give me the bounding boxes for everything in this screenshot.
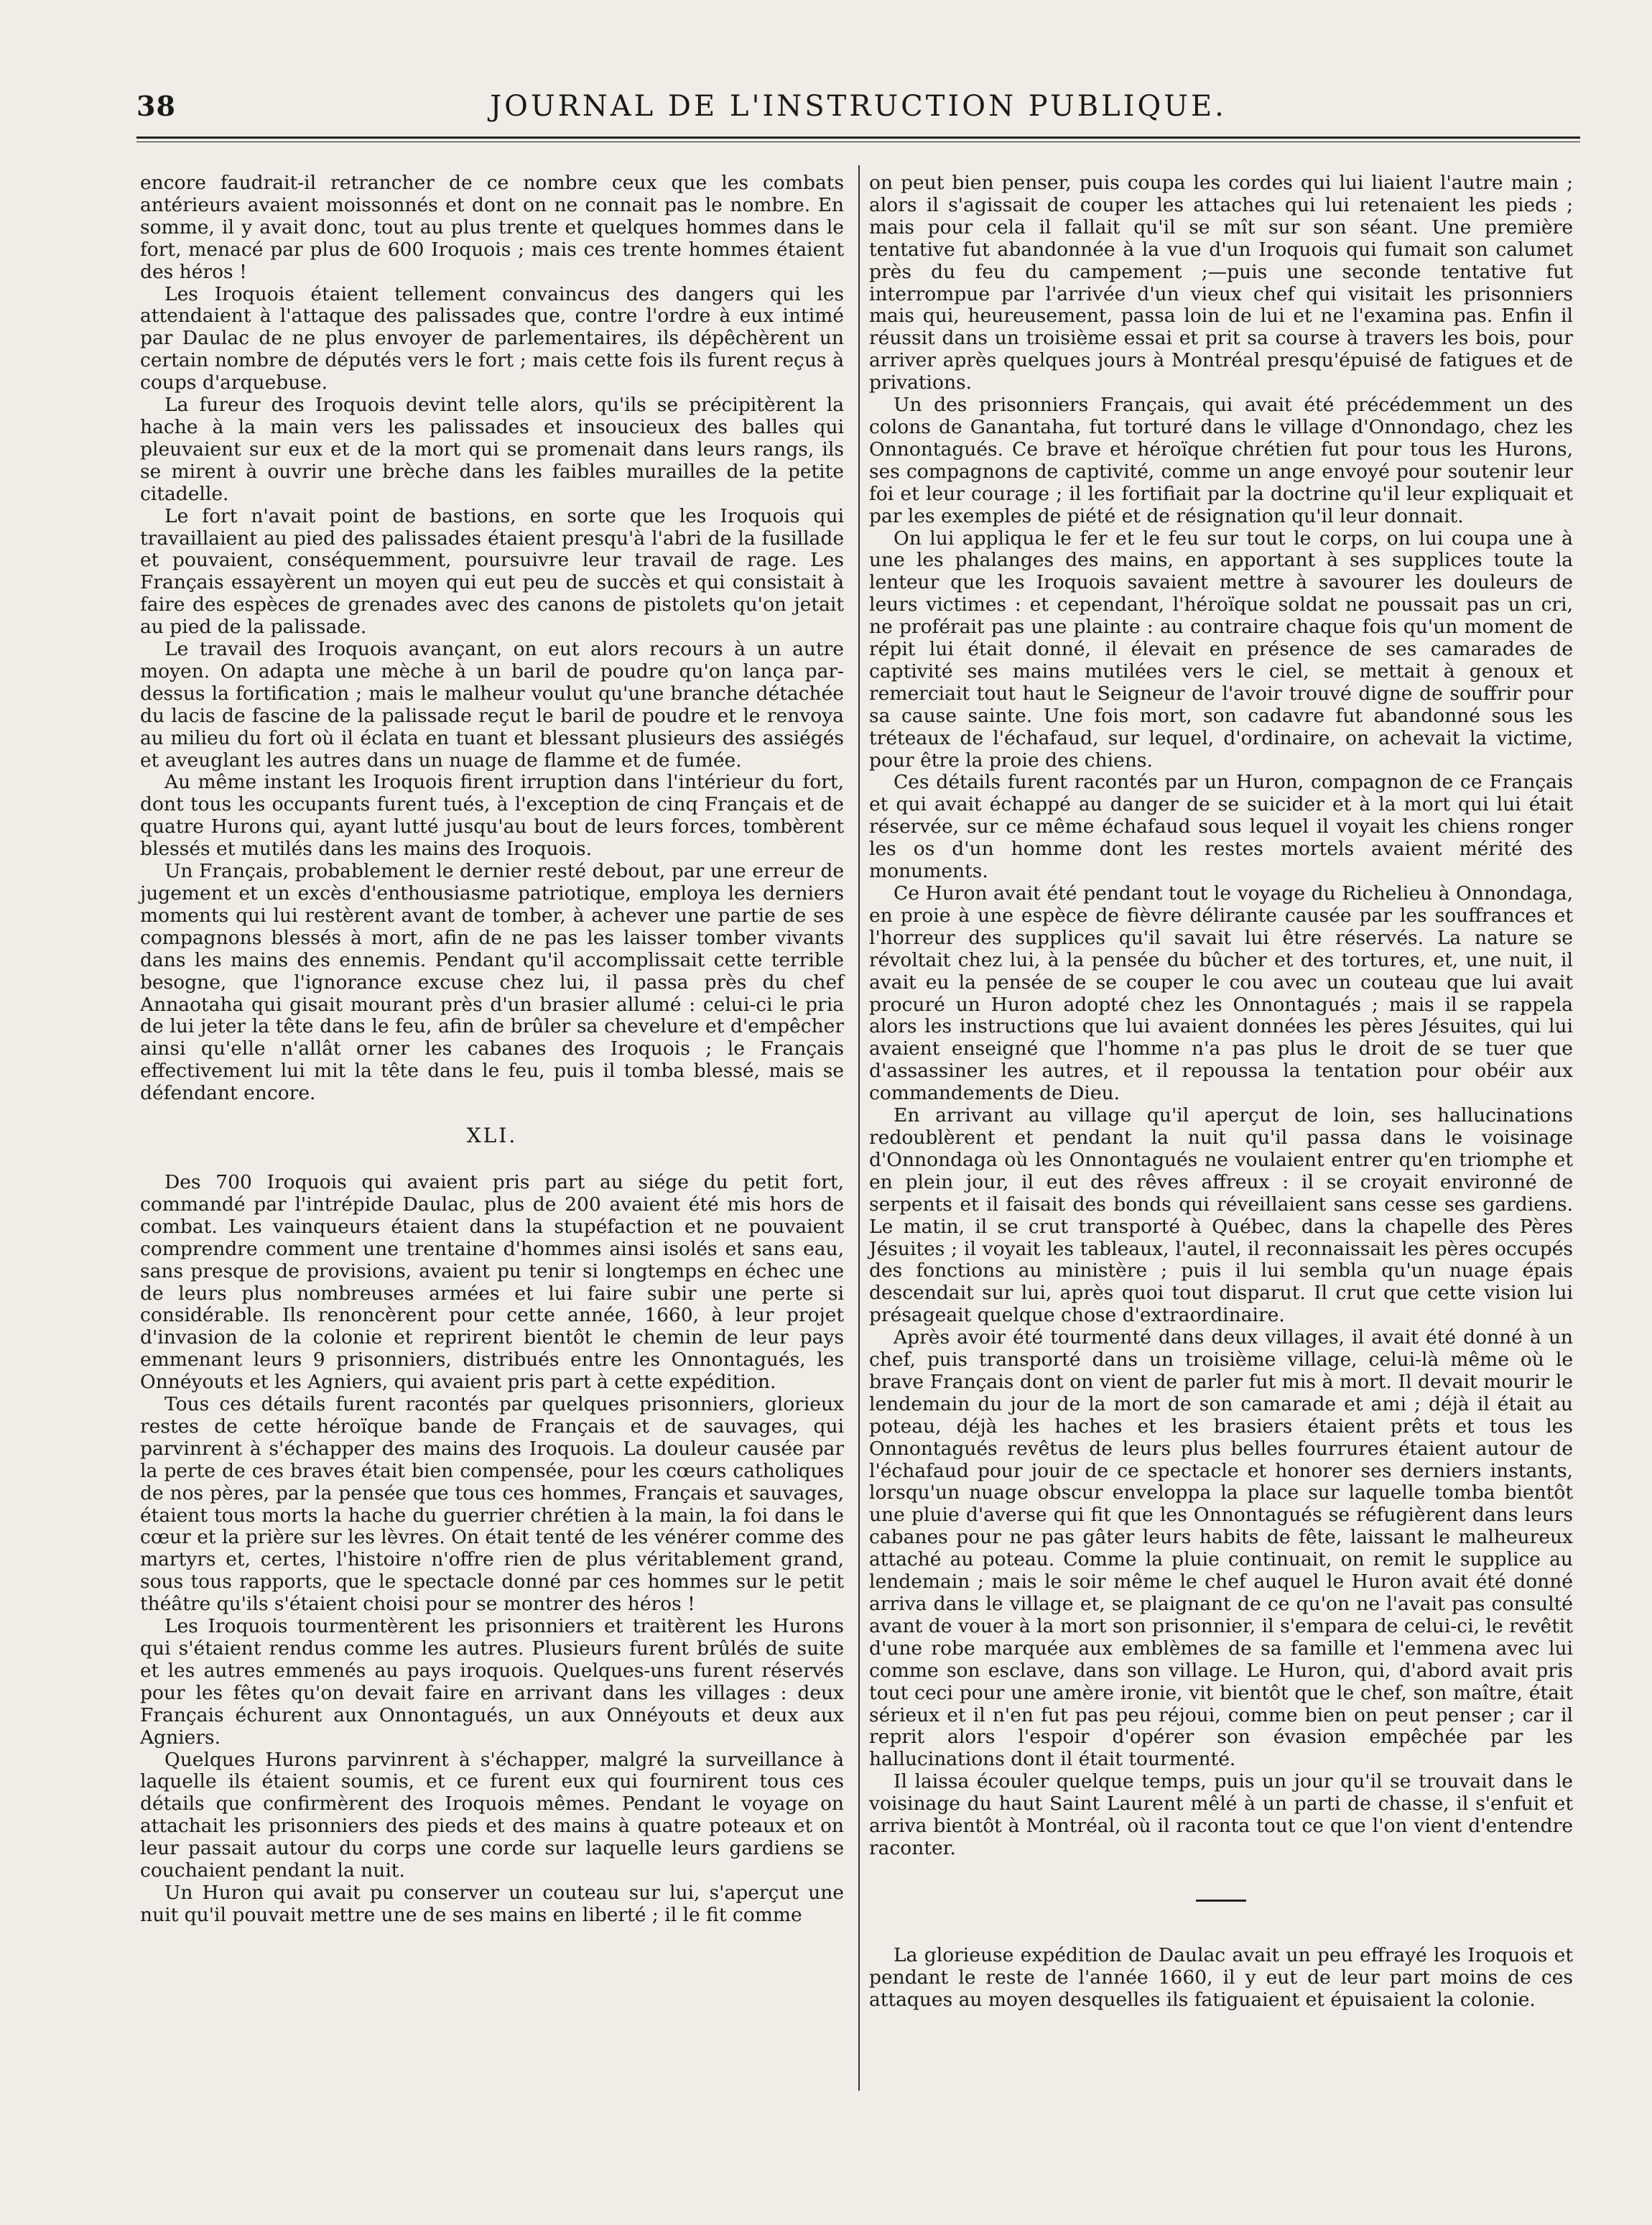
right-column <box>869 172 1573 2012</box>
paragraph: Un Huron qui avait pu conserver un couteau sur lui, s'aperçut une nuit qu'il pouvait mettre une de ses mains en liberté ; il le fit comme <box>140 1881 844 1926</box>
paragraph: Un des prisonniers Français, qui avait été précédemment un des colons de Ganantaha, fut torturé dans le village d'Onnondago, chez les Onnontagués. Ce brave et héroïque chrétien fut pour tous les Hurons, ses compagnons de captivité, comme un ange envoyé pour soutenir leur foi et leur courage ; il les fortifiait par la doctrine qu'il leur expliquait et par les exemples de piété et de résignation qu'il leur donnait. <box>869 394 1573 527</box>
paragraph: La fureur des Iroquois devint telle alors, qu'ils se précipitèrent la hache à la main vers les palissades et insoucieux des balles qui pleuvaient sur eux et de la mort qui se promenait dans leurs rangs, ils se mirent à ouvrir une brèche dans les faibles murailles de la petite citadelle. <box>140 394 844 505</box>
page-header <box>136 90 1580 133</box>
running-title: JOURNAL DE L'INSTRUCTION PUBLIQUE. <box>490 90 1227 123</box>
paragraph: Des 700 Iroquois qui avaient pris part au siége du petit fort, commandé par l'intrépide Daulac, plus de 200 avaient été mis hors de combat. Les vainqueurs étaient dans la stupéfaction et ne pouvaient comprendre comment une trentaine d'hommes ainsi isolés et sans eau, sans presque de provisions, avaient pu tenir si longtemps en échec une de leurs plus nombreuses armées et lui faire subir une perte si considérable. Ils renoncèrent pour cette année, 1660, à leur projet d'invasion de la colonie et reprirent bientôt le chemin de leur pays emmenant leurs 9 prisonniers, distribués entre les Onnontagués, les Onnéyouts et les Agniers, qui avaient pris part à cette expédition. <box>140 1170 844 1394</box>
paragraph: Ce Huron avait été pendant tout le voyage du Richelieu à Onnondaga, en proie à une espèce de fièvre délirante causée par les souffrances et l'horreur des supplices qu'il savait lui être réservés. La nature se révoltait chez lui, à la pensée du bûcher et des tortures, et, une nuit, il avait eu la pensée de se couper le cou avec un couteau que lui avait procuré un Huron adopté chez les Onnontagués ; mais il se rappela alors les instructions que lui avaient données les pères Jésuites, qui lui avaient enseigné que l'homme n'a pas plus le droit de se tuer que d'assassiner les autres, et il repoussa la tentation pour obéir aux commandements de Dieu. <box>869 882 1573 1105</box>
paragraph: Le fort n'avait point de bastions, en sorte que les Iroquois qui travaillaient au pied des palissades étaient presqu'à l'abri de la fusillade et pouvaient, conséquemment, poursuivre leur travail de rage. Les Français essayèrent un moyen qui eut peu de succès et qui consistait à faire des espèces de grenades avec des canons de pistolets qu'on jetait au pied de la palissade. <box>140 504 844 639</box>
section-heading: XLI. <box>466 1124 518 1148</box>
paragraph: Les Iroquois étaient tellement convaincus des dangers qui les attendaient à l'attaque des palissades que, contre l'ordre à eux intimé par Daulac de ne plus envoyer de parlementaires, ils dépêchèrent un certain nombre de députés vers le fort ; mais cette fois ils furent reçus à coups d'arquebuse. <box>140 282 844 394</box>
header-rule-thick <box>136 137 1580 139</box>
left-column <box>140 172 844 1927</box>
paragraph: Quelques Hurons parvinrent à s'échapper, malgré la surveillance à laquelle ils étaient soumis, et ce furent eux qui fournirent tous ces détails que confirmèrent des Iroquois mêmes. Pendant le voyage on attachait les prisonniers des pieds et des mains à quatre poteaux et on leur passait autour du corps une corde sur laquelle leurs gardiens se couchaient pendant la nuit. <box>140 1748 844 1882</box>
paragraph: Un Français, probablement le dernier resté debout, par une erreur de jugement et un excès d'enthousiasme patriotique, employa les derniers moments qui lui restèrent avant de tomber, à achever une partie de ses compagnons blessés à mort, afin de ne pas les laisser tomber vivants dans les mains des ennemis. Pendant qu'il accomplissait cette terrible besogne, que l'ignorance excuse chez lui, il passa près du chef Annaotaha qui gisait mourant près d'un brasier allumé : celui-ci le pria de lui jeter la tête dans le feu, afin de brûler sa chevelure et d'empêcher ainsi qu'elle n'allât orner les cabanes des Iroquois ; le Français effectivement lui mit la tête dans le feu, puis il tomba blessé, mais se défendant encore. <box>140 860 844 1105</box>
paragraph: La glorieuse expédition de Daulac avait un peu effrayé les Iroquois et pendant le reste de l'année 1660, il y eut de leur part moins de ces attaques au moyen desquelles ils fatiguaient et épuisaient la colonie. <box>869 1943 1573 2011</box>
paragraph: Tous ces détails furent racontés par quelques prisonniers, glorieux restes de cette héroïque bande de Français et de sauvages, qui parvinrent à s'échapper des mains des Iroquois. La douleur causée par la perte de ces braves était bien compensée, pour les cœurs catholiques de nos pères, par la pensée que tous ces hommes, Français et sauvages, étaient tous morts la hache du guerrier chrétien à la main, la foi dans le cœur et la prière sur les lèvres. On était tenté de les vénérer comme des martyrs et, certes, l'histoire n'offre rien de plus véritablement grand, sous tous rapports, que le spectacle donné par ces hommes sur le petit théâtre qu'ils s'étaient choisi pour se montrer des héros ! <box>140 1393 844 1616</box>
paragraph: Il laissa écouler quelque temps, puis un jour qu'il se trouvait dans le voisinage du haut Saint Laurent mêlé à un parti de chasse, il s'enfuit et arriva bientôt à Montréal, où il raconta tout ce que l'on vient d'entendre raconter. <box>869 1770 1573 1859</box>
section-separator <box>1196 1900 1246 1902</box>
paragraph: On lui appliqua le fer et le feu sur tout le corps, on lui coupa une à une les phalanges des mains, en apportant à ses supplices toute la lenteur que les Iroquois savaient mettre à savourer les douleurs de leurs victimes : et cependant, l'héroïque soldat ne poussait pas un cri, ne proférait pas une plainte : au contraire chaque fois qu'un moment de répit lui était donné, il élevait en présence de ses camarades de captivité ses mains mutilées vers le ciel, se mettait à genoux et remerciait tout haut le Seigneur de l'avoir trouvé digne de souffrir pour sa cause sainte. Une fois mort, son cadavre fut abandonné sous les tréteaux de l'échafaud, sur lequel, d'ordinaire, on achevait la victime, pour être la proie des chiens. <box>869 527 1573 772</box>
paragraph: En arrivant au village qu'il aperçut de loin, ses hallucinations redoublèrent et pendant la nuit qu'il passa dans le voisinage d'Onnondaga où les Onnontagués ne voulaient entrer qu'en triomphe et en plein jour, il eut des rêves affreux : il se croyait environné de serpents et il faisait des bonds qui réveillaient sans cesse ses gardiens. Le matin, il se crut transporté à Québec, dans la chapelle des Pères Jésuites ; il voyait les tableaux, l'autel, il reconnaissait les pères occupés des fonctions au ministère ; puis il lui sembla qu'un nuage épais descendait sur lui, après quoi tout disparut. Il crut que cette vision lui présageait quelque chose d'extraordinaire. <box>869 1104 1573 1327</box>
paragraph: Le travail des Iroquois avançant, on eut alors recours à un autre moyen. On adapta une mèche à un baril de poudre qu'on lança par-dessus la fortification ; mais le malheur voulut qu'une branche détachée du lacis de fascine de la palissade reçut le baril de poudre et le renvoya au milieu du fort où il éclata en tuant et blessant plusieurs des assiégés et aveuglant les autres dans un nuage de flamme et de fumée. <box>140 638 844 772</box>
column-divider <box>858 165 860 2091</box>
paragraph: Au même instant les Iroquois firent irruption dans l'intérieur du fort, dont tous les occupants furent tués, à l'exception de cinq Français et de quatre Hurons qui, ayant lutté jusqu'au bout de leurs forces, tombèrent blessés et mutilés dans les mains des Iroquois. <box>140 771 844 861</box>
paragraph: encore faudrait-il retrancher de ce nombre ceux que les combats antérieurs avaient moissonnés et dont on ne connait pas le nombre. En somme, il y avait donc, tout au plus trente et quelques hommes dans le fort, menacé par plus de 600 Iroquois ; mais ces trente hommes étaient des héros ! <box>140 172 844 283</box>
paragraph: Ces détails furent racontés par un Huron, compagnon de ce Français et qui avait échappé au danger de se suicider et à la mort qui lui était réservée, sur ce même échafaud sous lequel il voyait les chiens ronger les os d'un homme dont les restes mortels avaient mérité des monuments. <box>869 771 1573 883</box>
page-number: 38 <box>136 90 176 122</box>
paragraph: Les Iroquois tourmentèrent les prisonniers et traitèrent les Hurons qui s'étaient rendus comme les autres. Plusieurs furent brûlés de suite et les autres emmenés au pays iroquois. Quelques-uns furent réservés pour les fêtes qu'on devait faire en arrivant dans les villages : deux Français échurent aux Onnontagués, un aux Onnéyouts et deux aux Agniers. <box>140 1615 844 1749</box>
paragraph: Après avoir été tourmenté dans deux villages, il avait été donné à un chef, puis transporté dans un troisième village, celui-là même où le brave Français dont on vient de parler fut mis à mort. Il devait mourir le lendemain du jour de la mort de son camarade et ami ; déjà il était au poteau, déjà les haches et les brasiers étaient prêts et tous les Onnontagués revêtus de leurs plus belles fourrures étaient autour de l'échafaud pour jouir de ce spectacle et honorer ses derniers instants, lorsqu'un nuage obscur enveloppa la place sur laquelle tomba bientôt une pluie d'averse qui fit que les Onnontagués se réfugièrent dans leurs cabanes pour ne pas gâter leurs habits de fête, laissant le malheureux attaché au poteau. Comme la pluie continuait, on remit le supplice au lendemain ; mais le soir même le chef auquel le Huron avait été donné arriva dans le village et, se plaignant de ce qu'on ne l'avait pas consulté avant de vouer à la mort son prisonnier, il s'empara de celui-ci, le revêtit d'une robe marquée aux emblèmes de sa famille et l'emmena avec lui comme son esclave, dans son village. Le Huron, qui, d'abord avait pris tout ceci pour une amère ironie, vit bientôt que le chef, son maître, était sérieux et il n'en fut pas peu réjoui, comme bien on peut penser ; car il reprit alors l'espoir d'opérer son évasion empêchée par les hallucinations dont il était tourmenté. <box>869 1326 1573 1771</box>
paragraph: on peut bien penser, puis coupa les cordes qui lui liaient l'autre main ; alors il s'agissait de couper les attaches qui lui retenaient les pieds ; mais pour cela il fallait qu'il se mît sur son séant. Une première tentative fut abandonnée à la vue d'un Iroquois qui fumait son calumet près du feu du campement ;—puis une seconde tentative fut interrompue par l'arrivée d'un vieux chef qui visitait les prisonniers mais qui, heureusement, passa loin de lui et ne l'examina pas. Enfin il réussit dans un troisième essai et prit sa course à travers les bois, pour arriver après quelques jours à Montréal presqu'épuisé de fatigues et de privations. <box>869 172 1573 394</box>
